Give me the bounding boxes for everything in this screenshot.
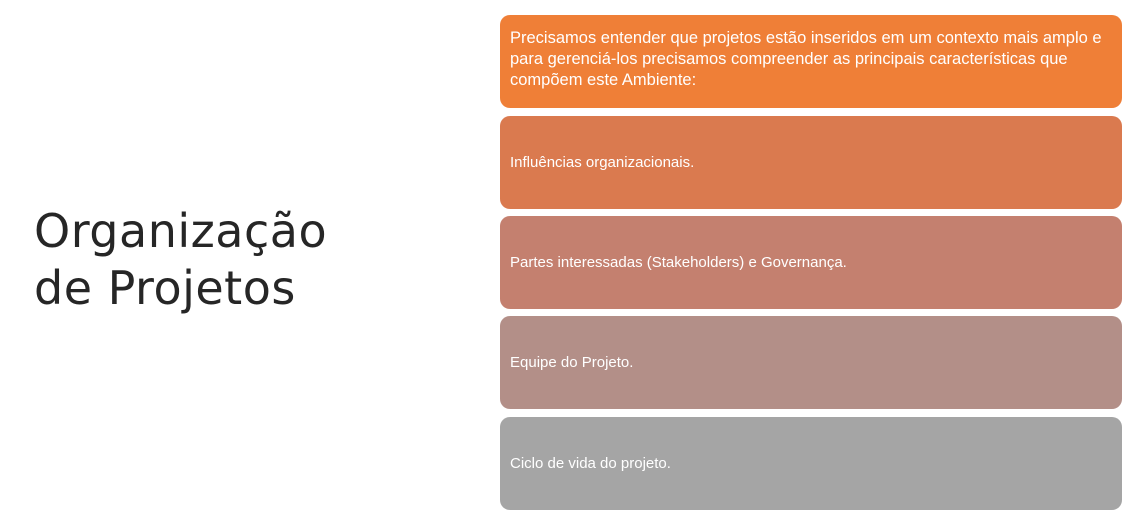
intro-box <box>500 15 1122 108</box>
slide-title-line-1: Organização <box>34 204 328 258</box>
topic-box-life-cycle <box>500 417 1122 510</box>
intro-text: Precisamos entender que projetos estão inseridos em um contexto mais amplo e para gerenciá-los precisamos compreender as principais características que compõem este Ambiente: <box>510 29 1102 89</box>
topic-box-organizational-influences <box>500 116 1122 209</box>
topic-box-stakeholders <box>500 216 1122 309</box>
slide-title-line-2: de Projetos <box>34 261 296 315</box>
topic-box-project-team <box>500 316 1122 409</box>
slide-title <box>34 203 454 317</box>
topic-text: Influências organizacionais. <box>510 153 695 171</box>
topic-text: Ciclo de vida do projeto. <box>510 454 671 472</box>
topic-text: Partes interessadas (Stakeholders) e Governança. <box>510 253 847 271</box>
topic-text: Equipe do Projeto. <box>510 353 634 371</box>
